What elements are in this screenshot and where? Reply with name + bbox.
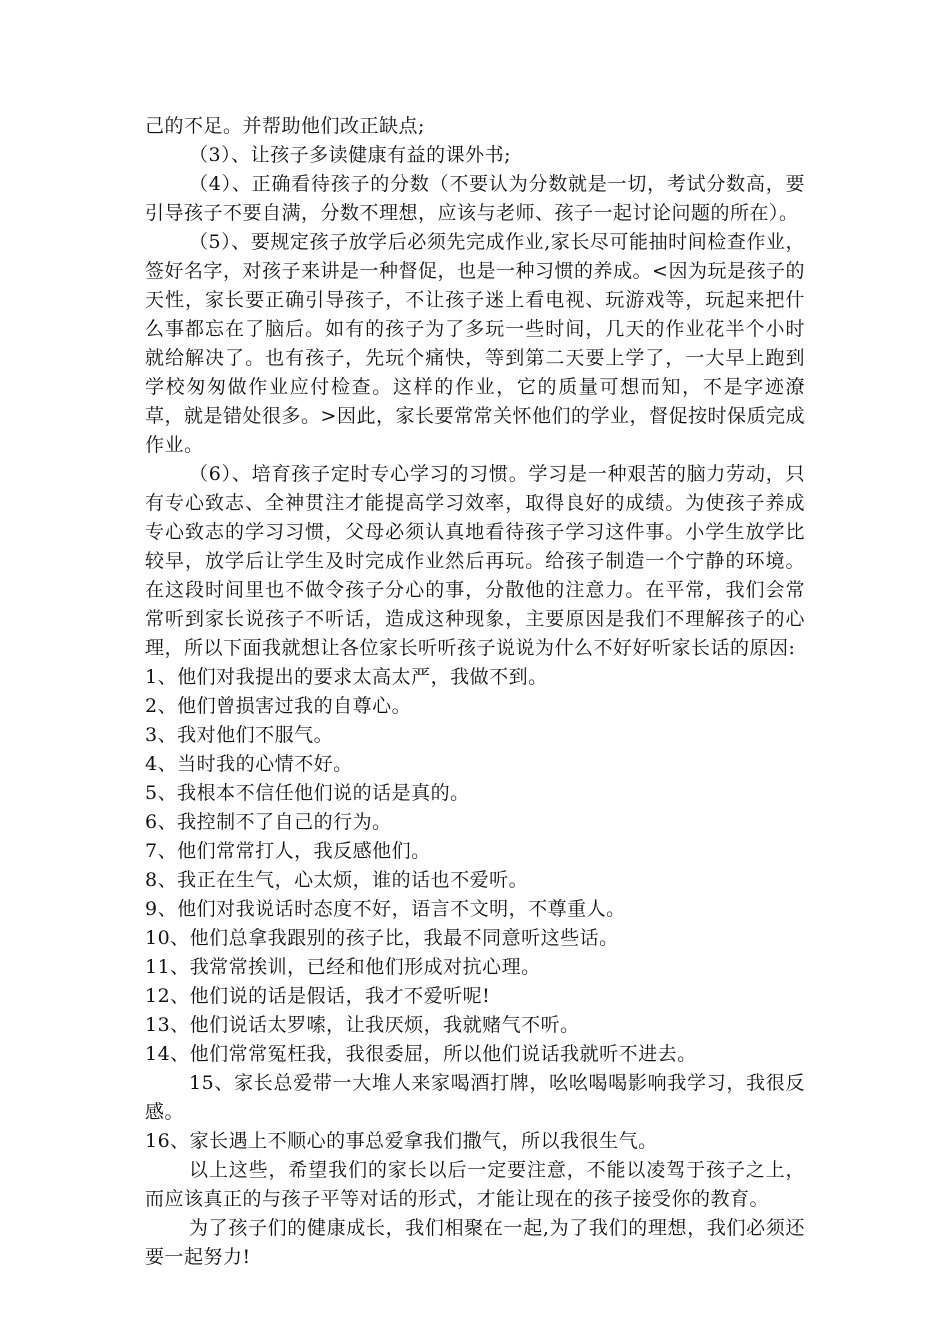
document-body bbox=[145, 112, 805, 1272]
reason-item: 8、我正在生气，心太烦，谁的话也不爱听。 bbox=[145, 869, 529, 891]
reason-item: 3、我对他们不服气。 bbox=[145, 724, 334, 746]
closing-paragraph: 以上这些，希望我们的家长以后一定要注意，不能以凌驾于孩子之上，而应该真正的与孩子平等对话的形式，才能让现在的孩子接受你的教育。 bbox=[145, 1159, 805, 1210]
reason-item: 14、他们常常冤枉我，我很委屈，所以他们说话我就听不进去。 bbox=[145, 1043, 697, 1065]
reason-item: 4、当时我的心情不好。 bbox=[145, 753, 353, 775]
reason-item: 7、他们常常打人，我反感他们。 bbox=[145, 840, 431, 862]
reason-item: 12、他们说的话是假话，我才不爱听呢! bbox=[145, 985, 491, 1007]
reason-item: 2、他们曾损害过我的自尊心。 bbox=[145, 695, 412, 717]
paragraph-item-4: （4）、正确看待孩子的分数（不要认为分数就是一切，考试分数高，要引导孩子不要自满，分数不理想，应该与老师、孩子一起讨论问题的所在）。 bbox=[145, 173, 805, 224]
paragraph-item-6: （6）、培育孩子定时专心学习的习惯。学习是一种艰苦的脑力劳动，只有专心致志、全神贯注才能提高学习效率，取得良好的成绩。为使孩子养成专心致志的学习习惯，父母必须认真地看待孩子学习这件事。小学生放学比较早，放学后让学生及时完成作业然后再玩。给孩子制造一个宁静的环境。在这段时间里也不做令孩子分心的事，分散他的注意力。在平常，我们会常常听到家长说孩子不听话，造成这种现象，主要原因是我们不理解孩子的心理，所以下面我就想让各位家长听听孩子说说为什么不好好听家长话的原因: bbox=[145, 463, 805, 659]
final-paragraph: 为了孩子们的健康成长，我们相聚在一起,为了我们的理想，我们必须还要一起努力! bbox=[145, 1217, 805, 1268]
reason-item: 6、我控制不了自己的行为。 bbox=[145, 811, 392, 833]
reason-item: 13、他们说话太罗嗦，让我厌烦，我就赌气不听。 bbox=[145, 1014, 580, 1036]
paragraph-item-3: （3）、让孩子多读健康有益的课外书; bbox=[189, 144, 511, 166]
paragraph-continuation: 己的不足。并帮助他们改正缺点; bbox=[145, 115, 425, 137]
reason-item: 5、我根本不信任他们说的话是真的。 bbox=[145, 782, 470, 804]
reason-item: 15、家长总爱带一大堆人来家喝酒打牌，吆吆喝喝影响我学习，我很反感。 bbox=[145, 1072, 805, 1123]
reason-item: 11、我常常挨训，已经和他们形成对抗心理。 bbox=[145, 956, 541, 978]
reason-item: 16、家长遇上不顺心的事总爱拿我们撒气，所以我很生气。 bbox=[145, 1130, 658, 1152]
reason-item: 9、他们对我说话时态度不好，语言不文明，不尊重人。 bbox=[145, 898, 626, 920]
paragraph-item-5: （5）、要规定孩子放学后必须先完成作业,家长尽可能抽时间检查作业，签好名字，对孩子来讲是一种督促，也是一种习惯的养成。<因为玩是孩子的天性，家长要正确引导孩子，不让孩子迷上看电视、玩游戏等，玩起来把什么事都忘在了脑后。如有的孩子为了多玩一些时间，几天的作业花半个小时就给解决了。也有孩子，先玩个痛快，等到第二天要上学了，一大早上跑到学校匆匆做作业应付检查。这样的作业，它的质量可想而知，不是字迹潦草，就是错处很多。>因此，家长要常常关怀他们的学业，督促按时保质完成作业。 bbox=[145, 231, 805, 456]
reason-item: 10、他们总拿我跟别的孩子比，我最不同意听这些话。 bbox=[145, 927, 619, 949]
reason-item: 1、他们对我提出的要求太高太严，我做不到。 bbox=[145, 666, 548, 688]
